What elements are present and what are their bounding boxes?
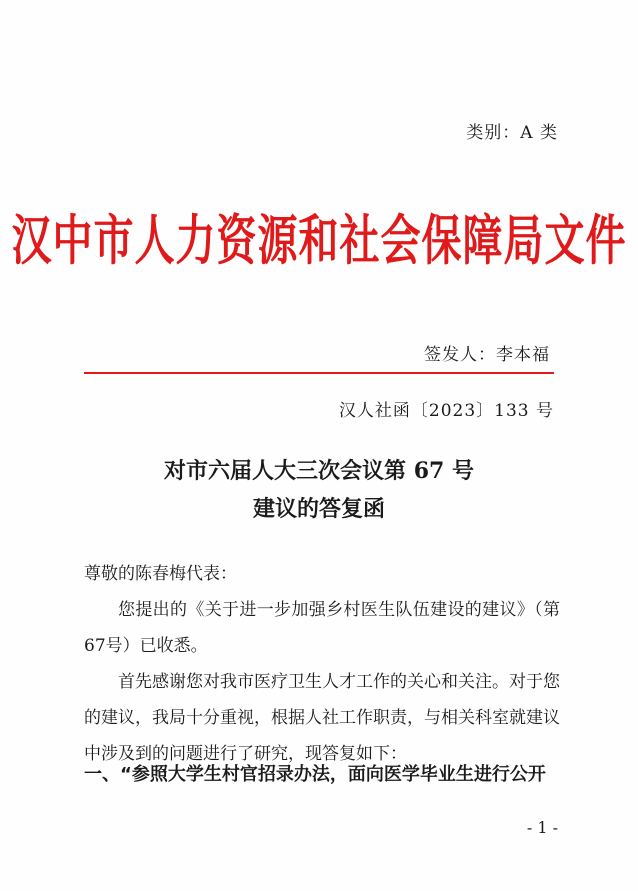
paragraph-1: 您提出的《关于进一步加强乡村医生队伍建设的建议》（第67号）已收悉。 bbox=[84, 600, 560, 656]
document-category: 类别：A 类 bbox=[466, 123, 558, 143]
issuer-signatory: 签发人：李本福 bbox=[424, 345, 550, 365]
paragraph-2: 首先感谢您对我市医疗卫生人才工作的关心和关注。对于您的建议，我局十分重视，根据人社工作职责，与相关科室就建议中涉及到的问题进行了研究，现答复如下： bbox=[84, 672, 560, 764]
document-title-line-1: 对市六届人大三次会议第 67 号 bbox=[164, 458, 474, 484]
page-number: - 1 - bbox=[526, 818, 558, 837]
document-title bbox=[0, 452, 638, 528]
red-header-title: 汉中市人力资源和社会保障局文件 bbox=[11, 210, 627, 273]
red-divider-line bbox=[84, 372, 554, 374]
document-number: 汉人社函〔2023〕133 号 bbox=[338, 401, 554, 421]
document-title-line-2: 建议的答复函 bbox=[252, 496, 385, 522]
section-heading-1: 一、“参照大学生村官招录办法，面向医学毕业生进行公开 bbox=[84, 764, 546, 785]
salutation: 尊敬的陈春梅代表： bbox=[84, 564, 237, 584]
body-text bbox=[84, 556, 560, 772]
